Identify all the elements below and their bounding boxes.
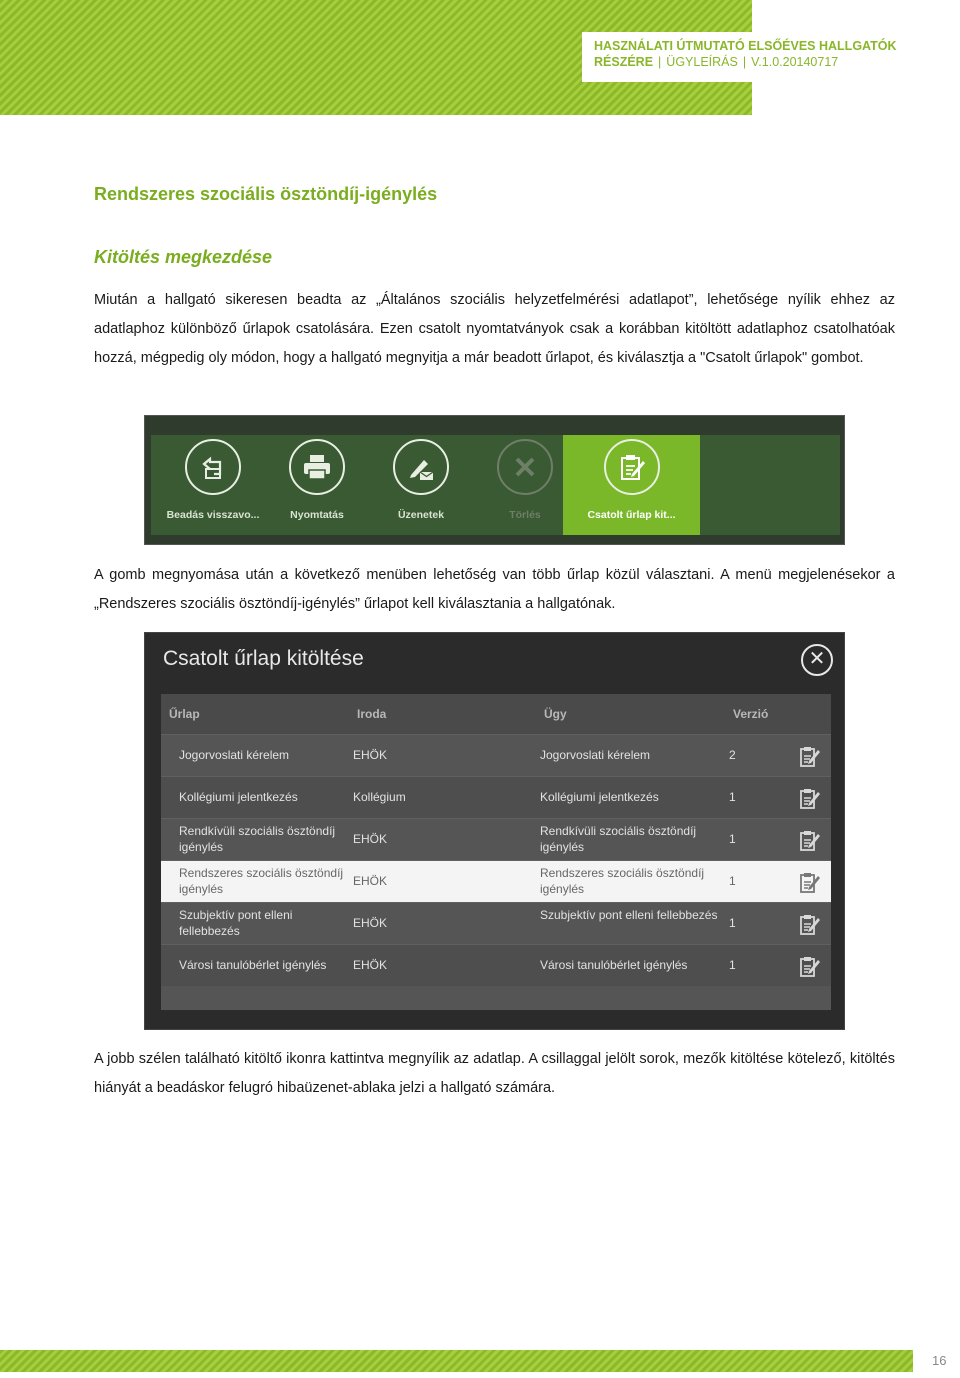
cell-form: Jogorvoslati kérelem xyxy=(179,748,290,762)
cell-version: 1 xyxy=(729,916,736,930)
toolbar-screenshot xyxy=(144,415,845,545)
cell-form: Városi tanulóbérlet igénylés xyxy=(179,958,327,972)
fill-form-icon[interactable] xyxy=(799,828,821,852)
table-row[interactable] xyxy=(161,818,831,860)
table-row[interactable] xyxy=(161,776,831,818)
cell-version: 1 xyxy=(729,790,736,804)
header-line1: HASZNÁLATI ÚTMUTATÓ ELSŐÉVES HALLGATÓK xyxy=(594,39,897,53)
cell-form: Rendszeres szociális ösztöndíj igénylés xyxy=(179,866,344,896)
header-box xyxy=(582,32,920,82)
dialog-title: Csatolt űrlap kitöltése xyxy=(163,647,364,670)
table-row[interactable] xyxy=(161,734,831,776)
cell-form: Szubjektív pont elleni fellebbezés xyxy=(179,908,293,938)
delete-icon xyxy=(497,439,553,495)
cell-form: Rendkívüli szociális ösztöndíj igénylés xyxy=(179,824,336,854)
column-header-office: Iroda xyxy=(357,707,387,721)
table-row[interactable] xyxy=(161,902,831,944)
cell-version: 1 xyxy=(729,958,736,972)
section-subtitle: Kitöltés megkezdése xyxy=(94,247,273,267)
attached-form-icon xyxy=(604,439,660,495)
cell-version: 1 xyxy=(729,832,736,846)
withdraw-button[interactable] xyxy=(161,435,265,535)
header-line2 xyxy=(594,54,910,70)
cell-form: Kollégiumi jelentkezés xyxy=(179,790,298,804)
page-title: Rendszeres szociális ösztöndíj-igénylés xyxy=(94,184,438,204)
attached-form-dialog xyxy=(144,632,845,1030)
cell-office: EHÖK xyxy=(353,874,388,888)
print-button[interactable] xyxy=(265,435,369,535)
header-line2-part-a: RÉSZÉRE xyxy=(594,55,654,69)
cell-office: EHÖK xyxy=(353,748,388,762)
fill-form-icon[interactable] xyxy=(799,912,821,936)
table-header xyxy=(161,694,831,734)
attached-form-button[interactable] xyxy=(563,435,700,535)
undo-icon xyxy=(185,439,241,495)
table-padding xyxy=(161,986,831,1010)
form-table xyxy=(161,694,831,1010)
cell-case: Jogorvoslati kérelem xyxy=(540,748,651,762)
paragraph-1: Miután a hallgató sikeresen beadta az „Általános szociális helyzetfelmérési adatlapot”, lehetősége nyílik ehhez az adatlaphoz különböző űrlapok csatolására. Ezen csatolt nyomtatványok csak a korábban kitöltött adatlaphoz csatolhatóak hozzá, mégpedig oly módon, hogy a hallgató megnyitja a már beadott űrlapot, és kiválasztja a "Csatolt űrlapok" gombot. xyxy=(94,292,895,366)
fill-form-icon[interactable] xyxy=(799,786,821,810)
header-line2-part-c: V.1.0.20140717 xyxy=(751,55,839,69)
column-header-case: Ügy xyxy=(544,707,567,721)
table-row-selected[interactable] xyxy=(161,860,831,902)
printer-icon xyxy=(289,439,345,495)
fill-form-icon[interactable] xyxy=(799,744,821,768)
messages-icon xyxy=(393,439,449,495)
withdraw-label: Beadás visszavo... xyxy=(166,509,260,521)
close-icon[interactable]: ✕ xyxy=(801,644,833,676)
footer-band xyxy=(0,1350,913,1372)
paragraph-2: A gomb megnyomása után a következő menüben lehetőség van több űrlap közül választani. A menü megjelenésekor a „Rendszeres szociális ösztöndíj-igénylés” űrlapot kell kiválasztania a hallgatónak. xyxy=(94,567,895,612)
fill-form-icon[interactable] xyxy=(799,870,821,894)
cell-case: Városi tanulóbérlet igénylés xyxy=(540,958,688,972)
messages-label: Üzenetek xyxy=(397,509,445,521)
header-separator-2: | xyxy=(742,55,747,69)
header-line2-part-b: ÜGYLEÍRÁS xyxy=(666,55,738,69)
cell-case: Rendkívüli szociális ösztöndíj igénylés xyxy=(540,824,697,854)
cell-office: EHÖK xyxy=(353,916,388,930)
cell-office: EHÖK xyxy=(353,958,388,972)
cell-version: 2 xyxy=(729,748,736,762)
header-separator-1: | xyxy=(658,55,662,69)
cell-office: Kollégium xyxy=(353,790,406,804)
column-header-form: Űrlap xyxy=(169,707,200,721)
messages-button[interactable] xyxy=(369,435,473,535)
delete-label: Törlés xyxy=(509,509,541,521)
cell-case: Rendszeres szociális ösztöndíj igénylés xyxy=(540,866,705,896)
attached-form-label: Csatolt űrlap kit... xyxy=(587,509,676,521)
delete-button[interactable] xyxy=(473,435,577,535)
fill-form-icon[interactable] xyxy=(799,954,821,978)
cell-case: Szubjektív pont elleni fellebbezés xyxy=(540,908,718,922)
column-header-version: Verzió xyxy=(733,707,769,721)
cell-version: 1 xyxy=(729,874,736,888)
cell-office: EHÖK xyxy=(353,832,388,846)
cell-case: Kollégiumi jelentkezés xyxy=(540,790,659,804)
page-number: 16 xyxy=(932,1353,947,1368)
paragraph-3: A jobb szélen található kitöltő ikonra kattintva megnyílik az adatlap. A csillaggal jelölt sorok, mezők kitöltése kötelező, kitöltés hiányát a beadáskor felugró hibaüzenet-ablaka jelzi a hallgató számára. xyxy=(94,1051,895,1096)
print-label: Nyomtatás xyxy=(290,509,344,521)
table-row[interactable] xyxy=(161,944,831,986)
toolbar xyxy=(151,435,840,535)
